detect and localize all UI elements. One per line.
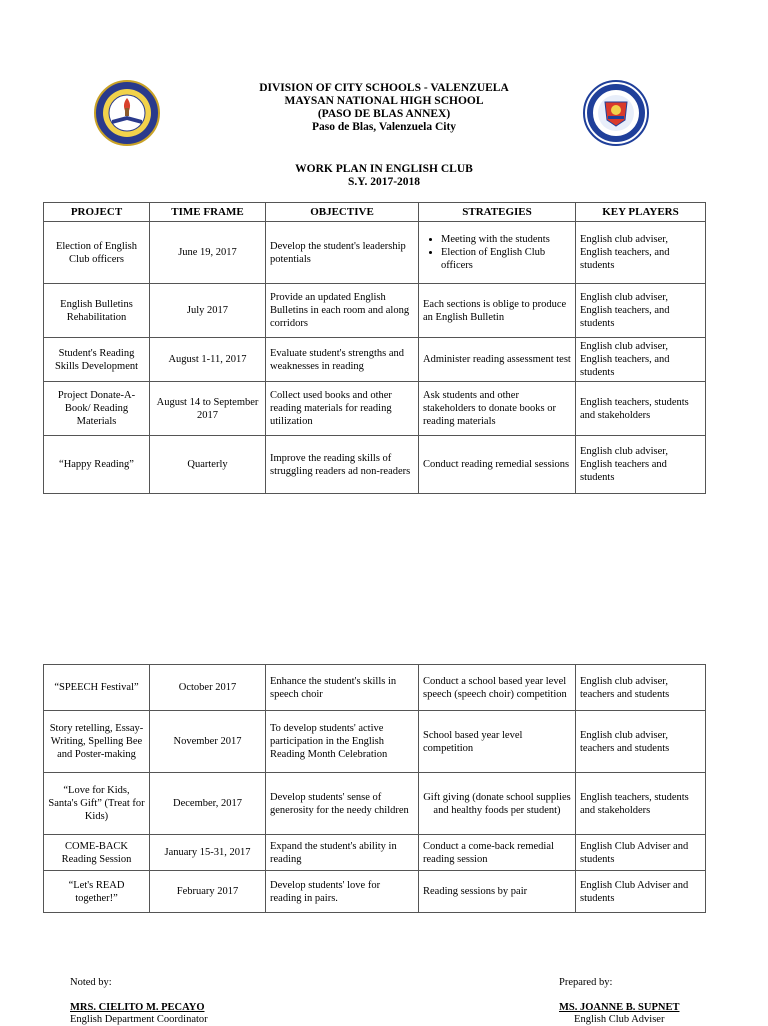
project-cell: “Happy Reading” <box>44 436 150 494</box>
table-row <box>44 773 706 835</box>
project-cell: “Love for Kids, Santa's Gift” (Treat for Kids) <box>44 773 150 835</box>
objective-cell: Provide an updated English Bulletins in each room and along corridors <box>266 284 419 338</box>
work-plan-table-continued <box>43 664 706 913</box>
project-cell: COME-BACK Reading Session <box>44 835 150 871</box>
players-cell: English Club Adviser and students <box>576 871 706 913</box>
project-cell: Student's Reading Skills Development <box>44 338 150 382</box>
objective-cell: Evaluate student's strengths and weaknesses in reading <box>266 338 419 382</box>
time-cell: January 15-31, 2017 <box>150 835 266 871</box>
noted-by-label: Noted by: <box>70 977 112 988</box>
time-cell: August 14 to September 2017 <box>150 382 266 436</box>
table-row <box>44 871 706 913</box>
objective-cell: Develop the student's leadership potentials <box>266 222 419 284</box>
school-logo <box>94 80 160 146</box>
noted-by-block <box>70 1002 208 1026</box>
objective-cell: Collect used books and other reading materials for reading utilization <box>266 382 419 436</box>
time-cell: October 2017 <box>150 665 266 711</box>
title-line: WORK PLAN IN ENGLISH CLUB <box>295 163 473 175</box>
strategies-cell: Conduct a come-back remedial reading session <box>419 835 576 871</box>
players-cell: English club adviser, English teachers and students <box>576 436 706 494</box>
noted-by-name: MRS. CIELITO M. PECAYO <box>70 1002 205 1013</box>
objective-cell: To develop students' active participation in the English Reading Month Celebration <box>266 711 419 773</box>
prepared-by-label: Prepared by: <box>559 977 613 988</box>
deped-logo <box>581 80 651 146</box>
time-cell: June 19, 2017 <box>150 222 266 284</box>
time-cell: December, 2017 <box>150 773 266 835</box>
players-cell: English teachers, students and stakeholders <box>576 382 706 436</box>
objective-cell: Enhance the student's skills in speech choir <box>266 665 419 711</box>
time-cell: Quarterly <box>150 436 266 494</box>
project-cell: “SPEECH Festival” <box>44 665 150 711</box>
strategies-cell <box>419 222 576 284</box>
players-cell: English teachers, students and stakeholders <box>576 773 706 835</box>
players-cell: English club adviser, English teachers, and students <box>576 284 706 338</box>
time-cell: July 2017 <box>150 284 266 338</box>
objective-cell: Improve the reading skills of struggling readers ad non-readers <box>266 436 419 494</box>
table-row <box>44 338 706 382</box>
time-cell: February 2017 <box>150 871 266 913</box>
table-row <box>44 436 706 494</box>
objective-cell: Expand the student's ability in reading <box>266 835 419 871</box>
col-time-frame: TIME FRAME <box>150 203 266 222</box>
prepared-by-block <box>559 1002 679 1026</box>
table-row <box>44 284 706 338</box>
time-cell: August 1-11, 2017 <box>150 338 266 382</box>
strategies-cell: Reading sessions by pair <box>419 871 576 913</box>
table-row <box>44 835 706 871</box>
table-row <box>44 665 706 711</box>
objective-cell: Develop students' love for reading in pairs. <box>266 871 419 913</box>
players-cell: English club adviser, teachers and students <box>576 665 706 711</box>
project-cell: English Bulletins Rehabilitation <box>44 284 150 338</box>
prepared-by-name: MS. JOANNE B. SUPNET <box>559 1002 680 1013</box>
strategies-cell: School based year level competition <box>419 711 576 773</box>
strategies-cell: Gift giving (donate school supplies and healthy foods per student) <box>419 773 576 835</box>
work-plan-table <box>43 202 706 494</box>
document-title <box>0 163 768 189</box>
annex-name: (PASO DE BLAS ANNEX) <box>317 108 451 120</box>
players-cell: English club adviser, English teachers, and students <box>576 338 706 382</box>
table-row <box>44 711 706 773</box>
col-key-players: KEY PLAYERS <box>576 203 706 222</box>
players-cell: English club adviser, teachers and students <box>576 711 706 773</box>
strategies-cell: Ask students and other stakeholders to donate books or reading materials <box>419 382 576 436</box>
col-strategies: STRATEGIES <box>419 203 576 222</box>
school-address: Paso de Blas, Valenzuela City <box>311 121 457 133</box>
strategies-cell: Administer reading assessment test <box>419 338 576 382</box>
table-row <box>44 382 706 436</box>
project-cell: “Let's READ together!” <box>44 871 150 913</box>
project-cell: Story retelling, Essay-Writing, Spelling Bee and Poster-making <box>44 711 150 773</box>
table-row <box>44 222 706 284</box>
project-cell: Election of English Club officers <box>44 222 150 284</box>
objective-cell: Develop students' sense of generosity for the needy children <box>266 773 419 835</box>
players-cell: English Club Adviser and students <box>576 835 706 871</box>
school-name: MAYSAN NATIONAL HIGH SCHOOL <box>284 95 484 107</box>
strategy-item: • Meeting with the students <box>441 233 571 246</box>
strategies-cell: Conduct a school based year level speech (speech choir) competition <box>419 665 576 711</box>
strategy-item: • Election of English Club officers <box>441 246 571 272</box>
col-objective: OBJECTIVE <box>266 203 419 222</box>
division-name: DIVISION OF CITY SCHOOLS - VALENZUELA <box>259 82 509 94</box>
strategies-cell: Conduct reading remedial sessions <box>419 436 576 494</box>
project-cell: Project Donate-A-Book/ Reading Materials <box>44 382 150 436</box>
prepared-by-title: English Club Adviser <box>574 1014 665 1025</box>
noted-by-title: English Department Coordinator <box>70 1014 208 1025</box>
school-year: S.Y. 2017-2018 <box>347 176 421 188</box>
col-project: PROJECT <box>44 203 150 222</box>
strategies-cell: Each sections is oblige to produce an English Bulletin <box>419 284 576 338</box>
table-header-row <box>44 203 706 222</box>
players-cell: English club adviser, English teachers, and students <box>576 222 706 284</box>
time-cell: November 2017 <box>150 711 266 773</box>
strategies-list <box>423 233 571 272</box>
